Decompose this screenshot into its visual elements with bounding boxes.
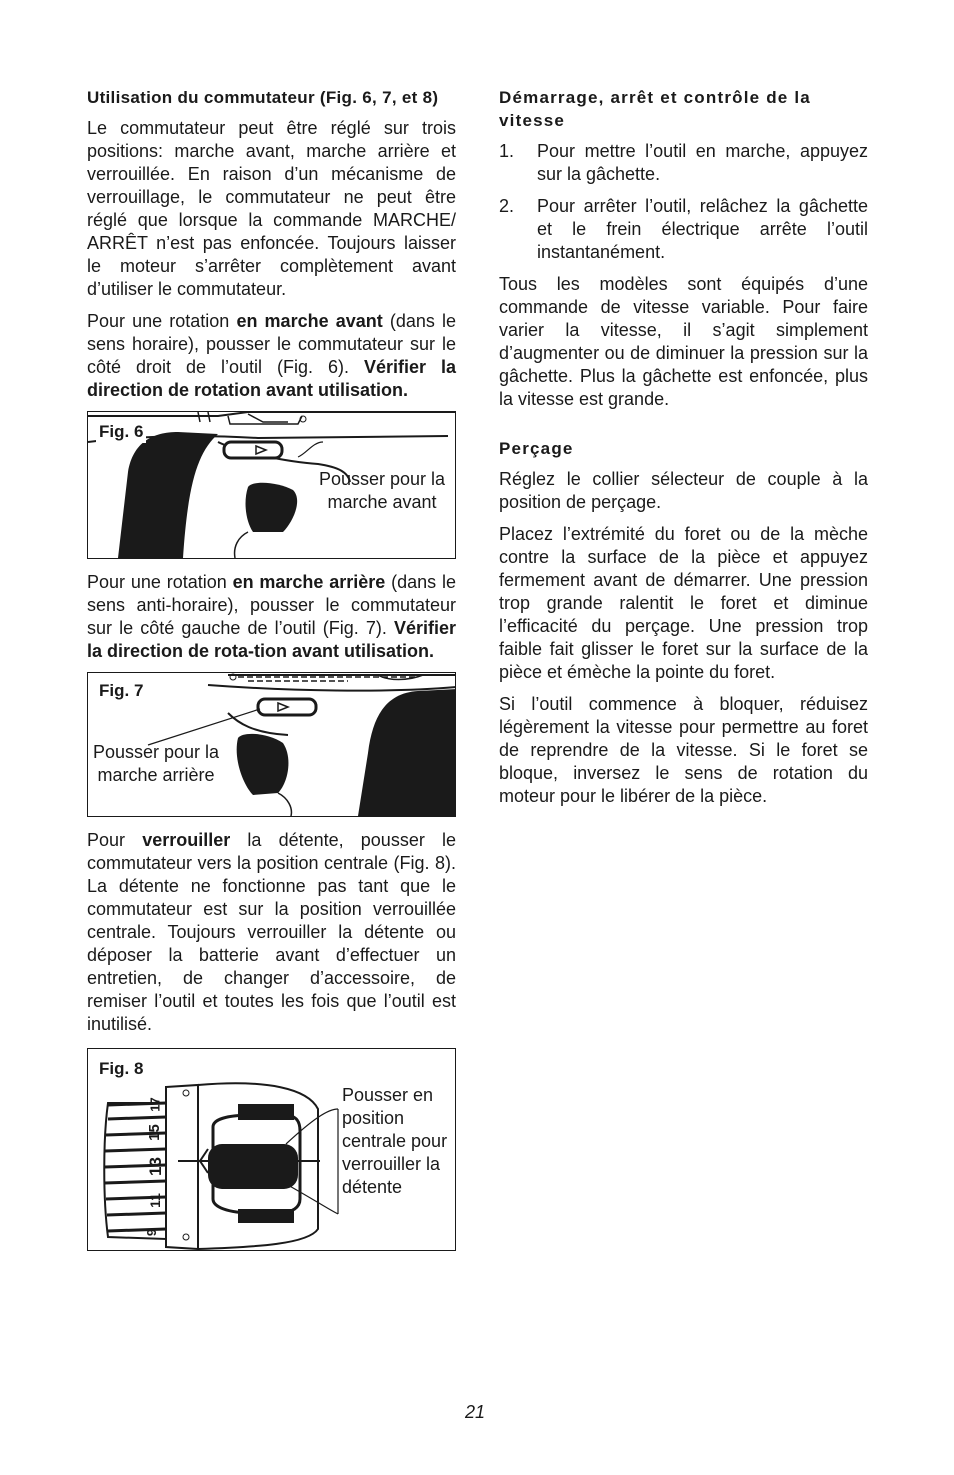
figure-8	[87, 1048, 456, 1251]
section-heading-start-stop: Démarrage, arrêt et contrôle de la vitesse	[499, 88, 811, 130]
section-heading-drilling: Perçage	[499, 439, 574, 458]
paragraph-bit-placement: Placez l’extrémité du foret ou de la mèche contre la surface de la pièce et appuyez fermement avant de démarrer. Une pression trop grande ralentit le foret et diminue l’efficacité du perçage. Une pression trop faible fait glisser le foret sur la surface de la pièce et émèche la pointe du foret.	[499, 524, 868, 682]
figure-7-label: Fig. 7	[96, 679, 146, 702]
figure-8-caption: Pousser en position centrale pour verrouiller la détente	[342, 1085, 448, 1197]
steps-list	[499, 140, 868, 264]
paragraph-lock: Pour verrouiller la détente, pousser le commutateur vers la position centrale (Fig. 8). La détente ne fonctionne pas tant que le commutateur est sur la position verrouillée centrale. Toujours verrouiller la détente ou déposer la batterie avant d’effectuer un entretien, de changer d’accessoire, de remiser l’outil et toutes les fois que l’outil est inutilisé.	[87, 830, 456, 1034]
dial-number-13: 13	[145, 1157, 165, 1176]
figure-6-caption: Pousser pour la marche avant	[318, 469, 446, 512]
figure-7	[87, 672, 456, 817]
figure-8-label: Fig. 8	[96, 1057, 146, 1080]
step-1: 1. Pour mettre l’outil en marche, appuyez sur la gâchette.	[499, 141, 868, 184]
step-2: 2. Pour arrêter l’outil, relâchez la gâchette et le frein électrique arrête l’outil instantanément.	[499, 196, 868, 262]
dial-number-15: 15	[145, 1124, 163, 1141]
paragraph-torque-collar: Réglez le collier sélecteur de couple à la position de perçage.	[499, 469, 868, 512]
figure-7-caption: Pousser pour la marche arrière	[92, 742, 220, 785]
dial-number-9: 9	[144, 1228, 160, 1237]
paragraph-switch-intro: Le commutateur peut être réglé sur trois positions: marche avant, marche arrière et verrouillée. En raison d’un mécanisme de verrouillage, le commutateur ne peut être réglé que lorsque la commande MARCHE/ ARRÊT n’est pas enfoncée. Toujours laisser le moteur s’arrêter complètement avant d’utiliser le commutateur.	[87, 118, 456, 299]
figure-6-label: Fig. 6	[96, 420, 146, 443]
dial-number-11: 11	[146, 1193, 163, 1208]
torque-collar-numbers	[144, 1093, 174, 1243]
left-column	[87, 86, 456, 1263]
paragraph-variable-speed: Tous les modèles sont équipés d’une commande de vitesse variable. Pour faire varier la vitesse, il s’agit simplement d’augmenter ou de diminuer la pression sur la gâchette. Plus la gâchette est enfoncée, plus la vitesse est grande.	[499, 274, 868, 409]
page-number: 21	[465, 1402, 486, 1422]
paragraph-reverse-rotation: Pour une rotation en marche arrière (dans le sens anti-horaire), pousser le commutateur sur le côté gauche de l’outil (Fig. 7). Vérifier la direction de rota-tion avant utilisation.	[87, 572, 456, 661]
figure-6	[87, 411, 456, 559]
paragraph-forward-rotation: Pour une rotation en marche avant (dans le sens horaire), pousser le commutateur sur le côté droit de l’outil (Fig. 6). Vérifier la direction de rotation avant utilisation.	[87, 311, 457, 400]
right-column	[499, 86, 868, 817]
section-heading-switch: Utilisation du commutateur (Fig. 6, 7, et 8)	[87, 88, 439, 107]
dial-number-17: 17	[147, 1097, 163, 1112]
paragraph-stall: Si l’outil commence à bloquer, réduisez légèrement la vitesse pour permettre au foret de reprendre de la vitesse. Si le foret se bloque, inversez le sens de rotation du moteur pour le libérer de la pièce.	[499, 694, 868, 806]
